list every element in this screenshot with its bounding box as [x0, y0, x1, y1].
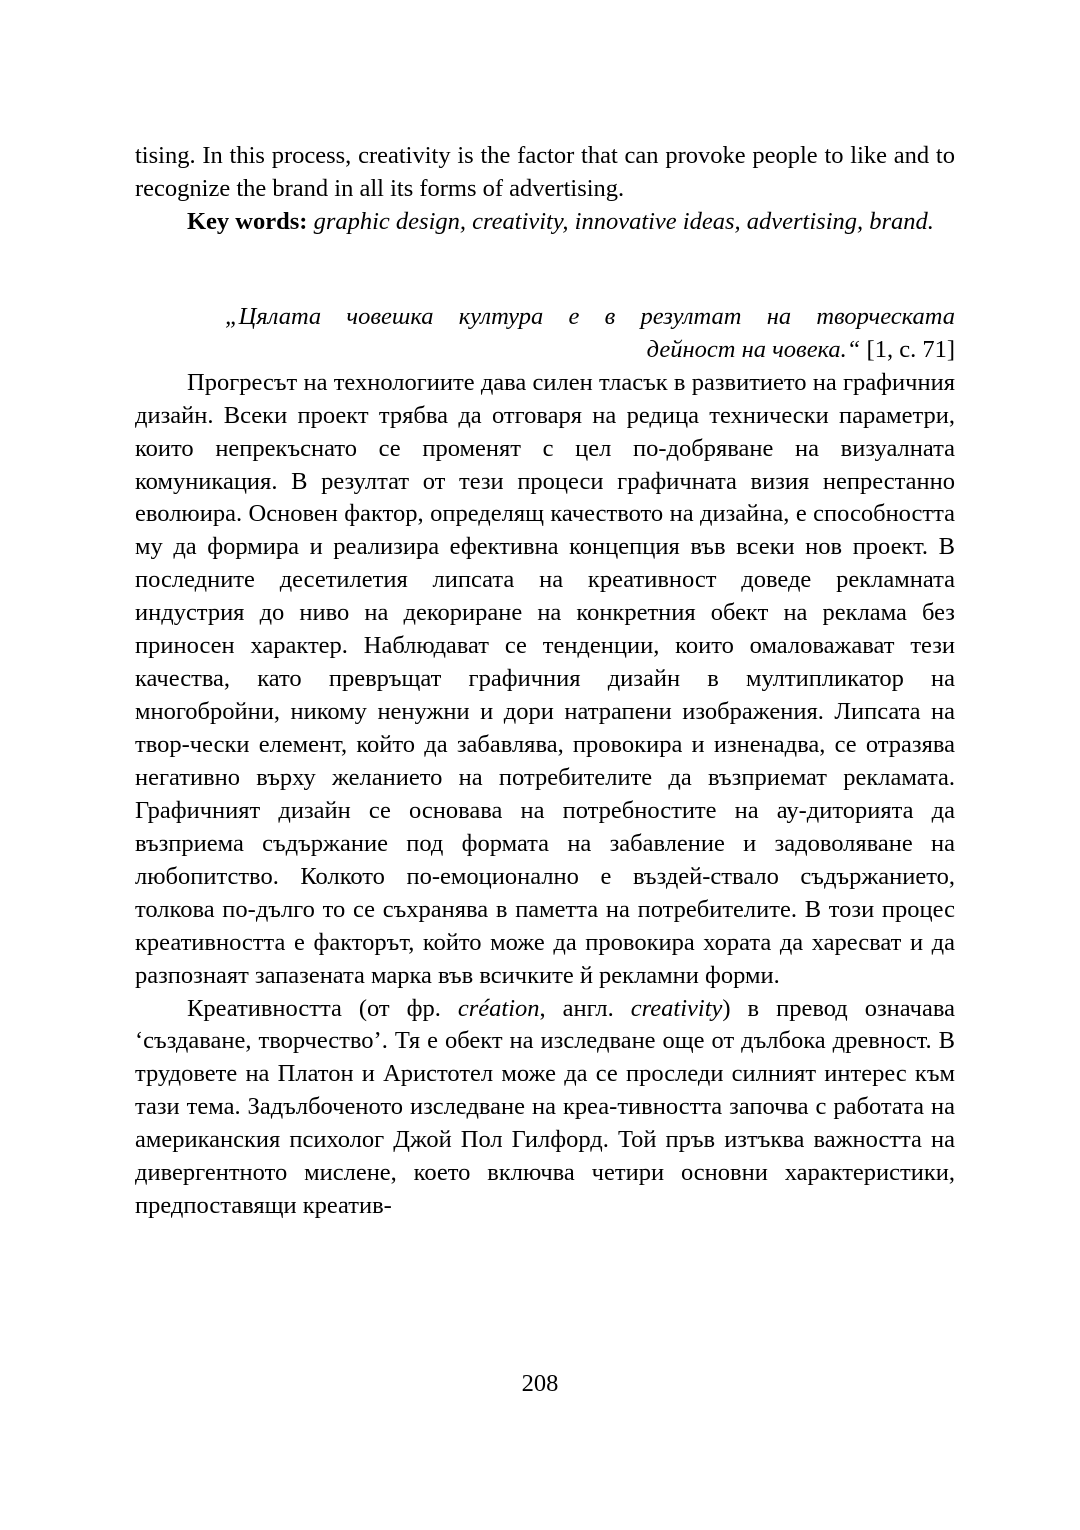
par2-seg3: ) в превод означава ‘създаване, творчество’. Тя е обект на изследване още от дълбока древност. В трудовете на Платон и Аристотел може да се проследи силният интерес към тази тема. Задълбоченото изследване на креа-тивността започва с работата на американския психолог Джой Пол Гилфорд. Той пръв изтъква важността на дивергентното мислене, което включва четири основни характеристики, предпоставящи креатив-: [135, 994, 955, 1220]
epigraph-quote: [135, 301, 955, 367]
keywords-list: graphic design, creativity, innovative ideas, advertising, brand.: [313, 207, 934, 235]
par2-italic-creation: création: [457, 994, 540, 1022]
quote-line-2-text: дейност на човека.“: [646, 335, 861, 363]
par2-seg1: Креативността (от фр.: [187, 994, 458, 1022]
quote-line-1: „Цялата човешка култура е в резултат на творческата: [225, 302, 955, 330]
abstract-tail-paragraph: tising. In this process, creativity is the factor that can provoke people to like and to recognize the brand in all its forms of advertising.: [135, 142, 955, 202]
keywords-label: Key words:: [187, 207, 308, 235]
keywords-paragraph: [135, 206, 955, 239]
page-number: 208: [521, 1370, 559, 1397]
body-paragraph-1: Прогресът на технологиите дава силен тласък в развитието на графичния дизайн. Всеки проект трябва да отговаря на редица технически параметри, които непрекъснато се променят с цел по-добряване на визуалната комуникация. В резултат от тези процеси графичната визия непрестанно еволюира. Основен фактор, определящ качеството на дизайна, е способността му да формира и реализира ефективна концепция във всеки нов проект. В последните десетилетия липсата на креативност доведе рекламната индустрия до ниво на декориране на конкретния обект на реклама без приносен характер. Наблюдават се тенденции, които омаловажават тези качества, като превръщат графичния дизайн в мултипликатор на многобройни, никому ненужни и дори натрапени изображения. Липсата на твор-чески елемент, който да забавлява, провокира и изненадва, се отразява негативно върху желанието на потребителите да възприемат рекламата. Графичният дизайн се основава на потребностите на ау-диторията да възприема съдържание под формата на забавление и задоволяване на любопитство. Колкото по-емоционално е въздей-ствало съдържанието, толкова по-дълго то се съхранява в паметта на потребителите. В този процес креативността е факторът, който може да провокира хората да харесват и да разпознаят запазената марка във всичките й рекламни форми.: [135, 368, 955, 989]
par2-seg2: , англ.: [539, 994, 631, 1022]
body-paragraph-2: [135, 993, 955, 1224]
par2-italic-creativity: creativity: [630, 994, 723, 1022]
quote-line-2: [135, 334, 955, 367]
quote-reference: [1, с. 71]: [866, 335, 955, 363]
text-column: [135, 140, 955, 1223]
